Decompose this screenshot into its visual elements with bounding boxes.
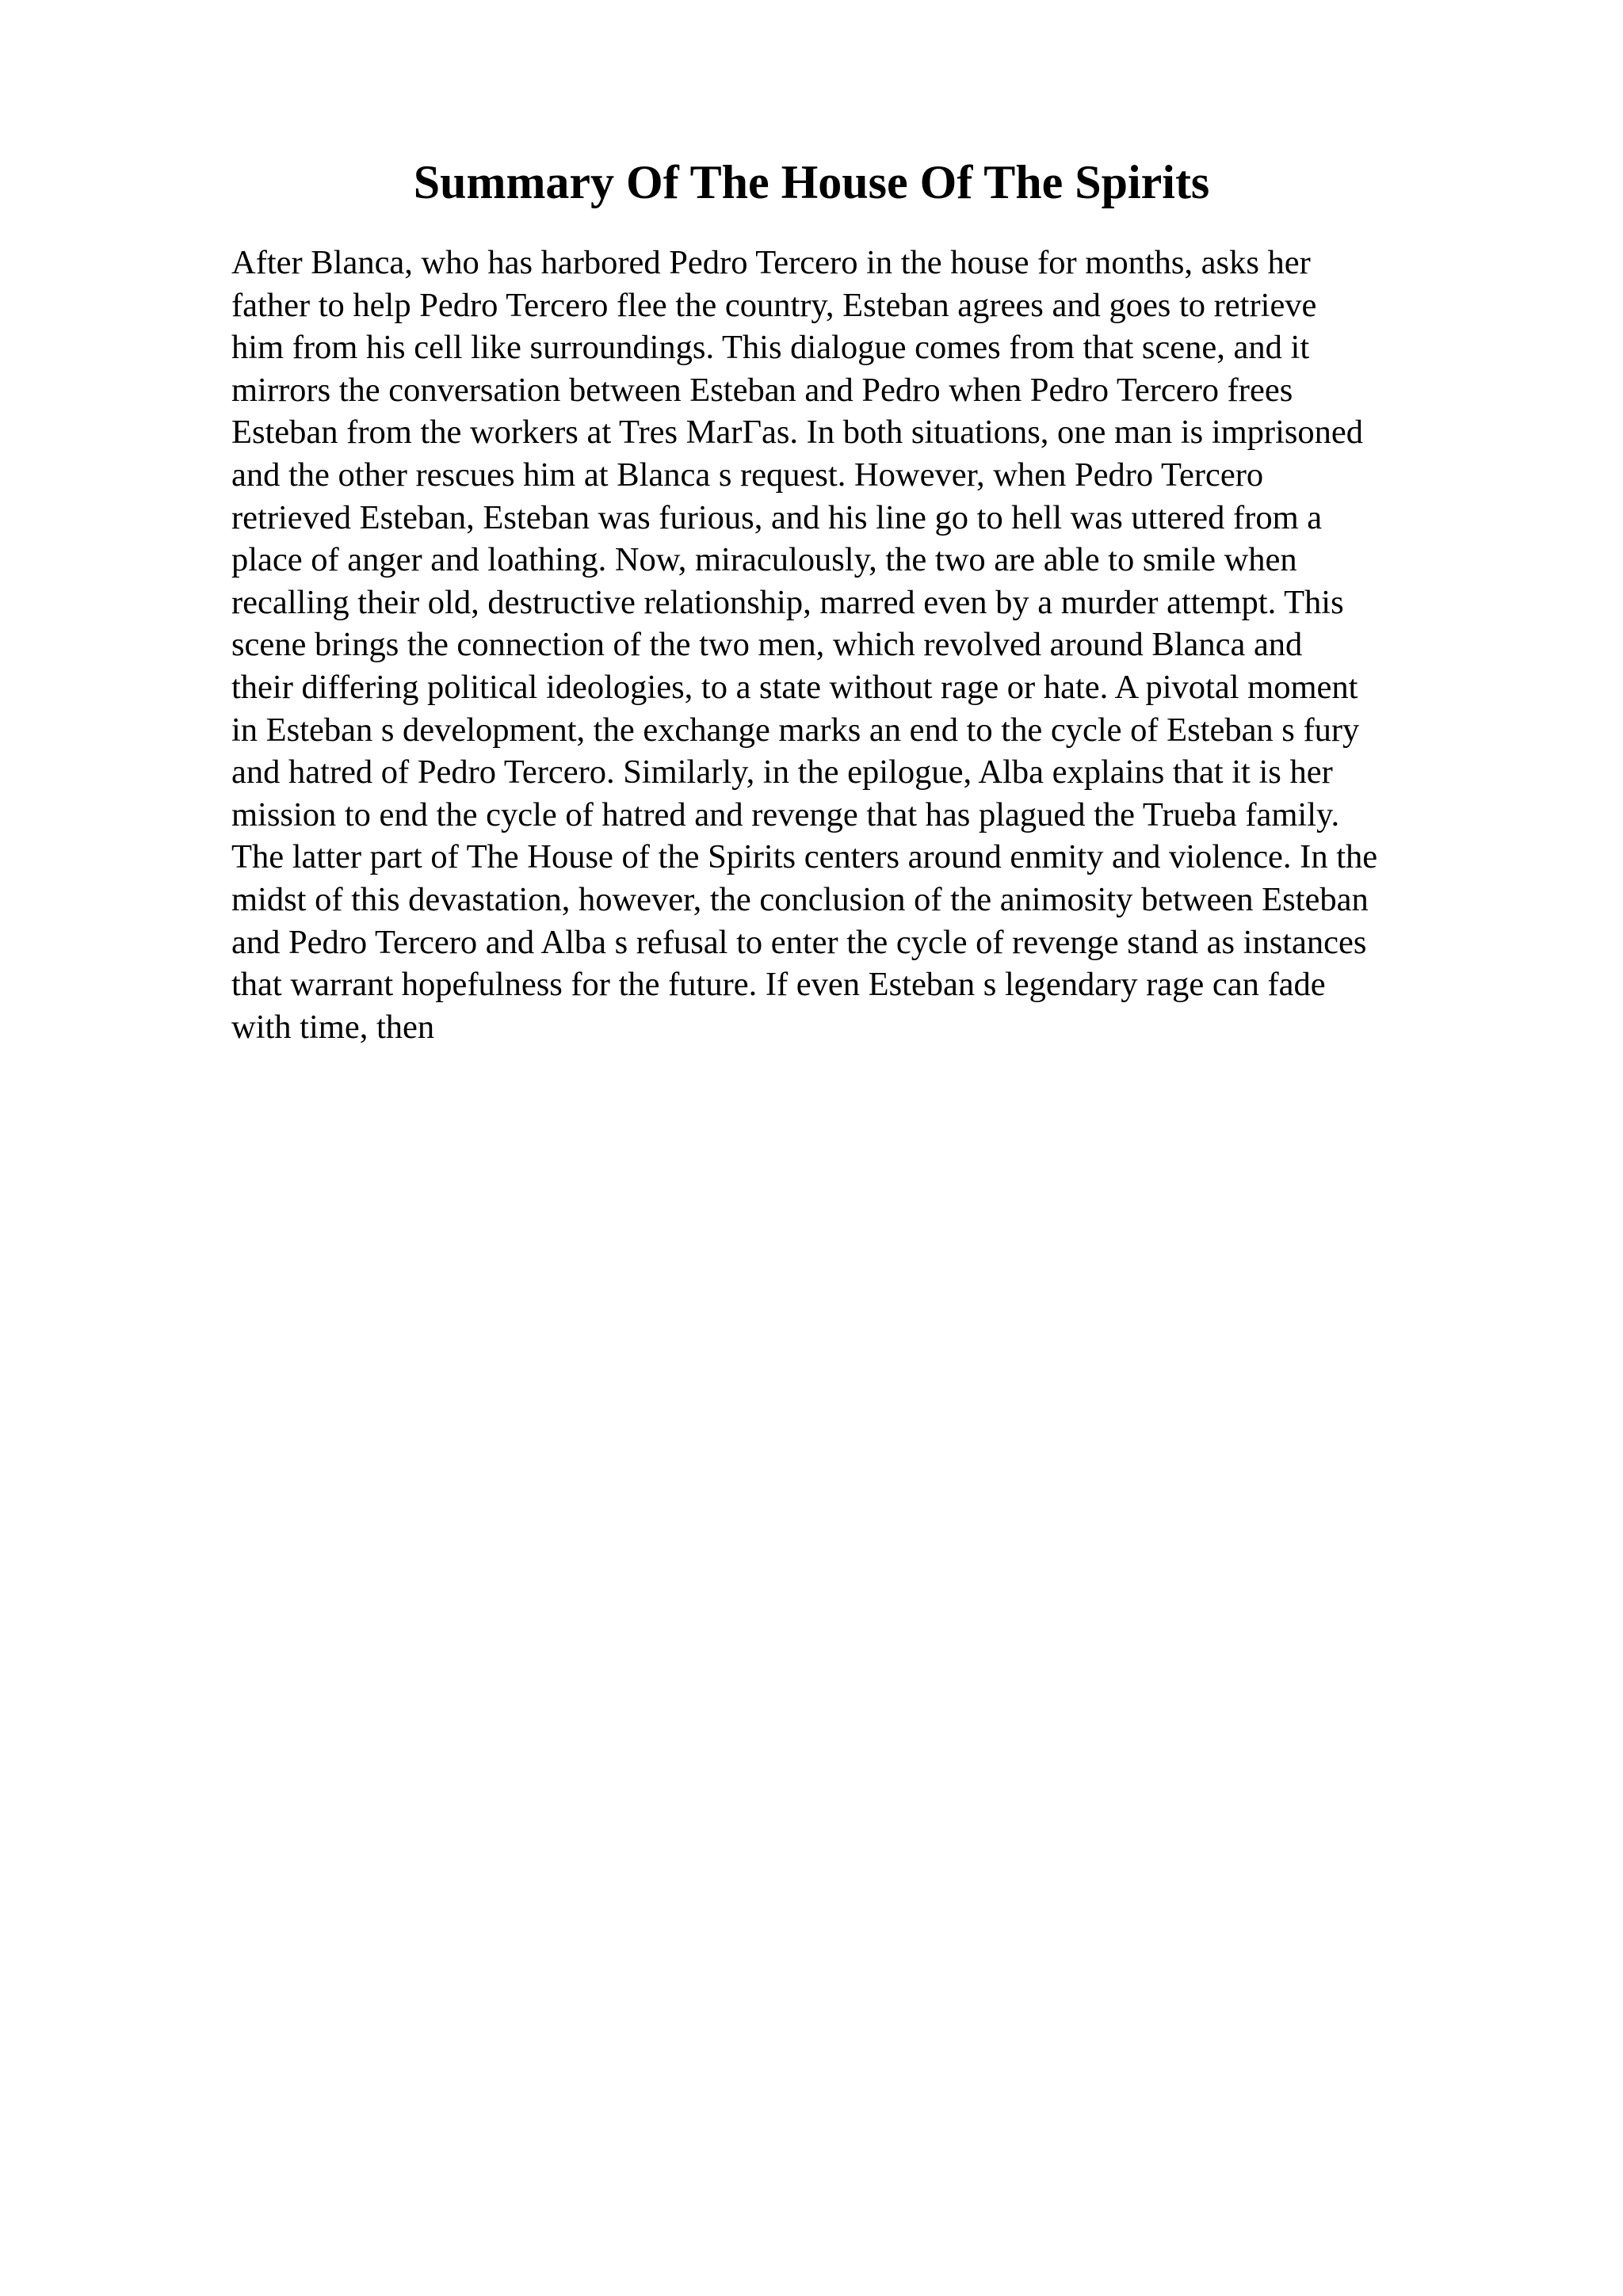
body-line: mirrors the conversation between Esteban and Pedro when Pedro Tercero frees — [231, 371, 1293, 409]
body-line: place of anger and loathing. Now, miraculously, the two are able to smile when — [231, 541, 1297, 579]
document-body — [231, 242, 1515, 1048]
body-line: The latter part of The House of the Spirits centers around enmity and violence. In the — [231, 838, 1378, 876]
body-line: Esteban from the workers at Tres MarΓas. In both situations, one man is imprisoned — [231, 414, 1364, 452]
document-title: Summary Of The House Of The Spirits — [413, 156, 1210, 208]
body-line: midst of this devastation, however, the conclusion of the animosity between Esteban — [231, 880, 1369, 918]
body-line: their differing political ideologies, to a state without rage or hate. A pivotal moment — [231, 668, 1358, 706]
body-line: and the other rescues him at Blanca s request. However, when Pedro Tercero — [231, 456, 1264, 494]
body-line: with time, then — [231, 1008, 435, 1046]
body-line: father to help Pedro Tercero flee the country, Esteban agrees and goes to retrieve — [231, 286, 1317, 324]
body-line: mission to end the cycle of hatred and revenge that has plagued the Trueba family. — [231, 795, 1340, 833]
body-line: and hatred of Pedro Tercero. Similarly, in the epilogue, Alba explains that it is her — [231, 753, 1333, 791]
body-line: and Pedro Tercero and Alba s refusal to enter the cycle of revenge stand as instances — [231, 923, 1367, 961]
body-line: in Esteban s development, the exchange marks an end to the cycle of Esteban s fury — [231, 711, 1360, 749]
body-line: recalling their old, destructive relationship, marred even by a murder attempt. This — [231, 583, 1344, 621]
body-line: him from his cell like surroundings. This dialogue comes from that scene, and it — [231, 329, 1310, 367]
body-line: that warrant hopefulness for the future. If even Esteban s legendary rage can fade — [231, 966, 1326, 1004]
body-line: After Blanca, who has harbored Pedro Tercero in the house for months, asks her — [231, 244, 1311, 281]
body-line: retrieved Esteban, Esteban was furious, and his line go to hell was uttered from a — [231, 498, 1323, 536]
body-line: scene brings the connection of the two men, which revolved around Blanca and — [231, 626, 1303, 664]
